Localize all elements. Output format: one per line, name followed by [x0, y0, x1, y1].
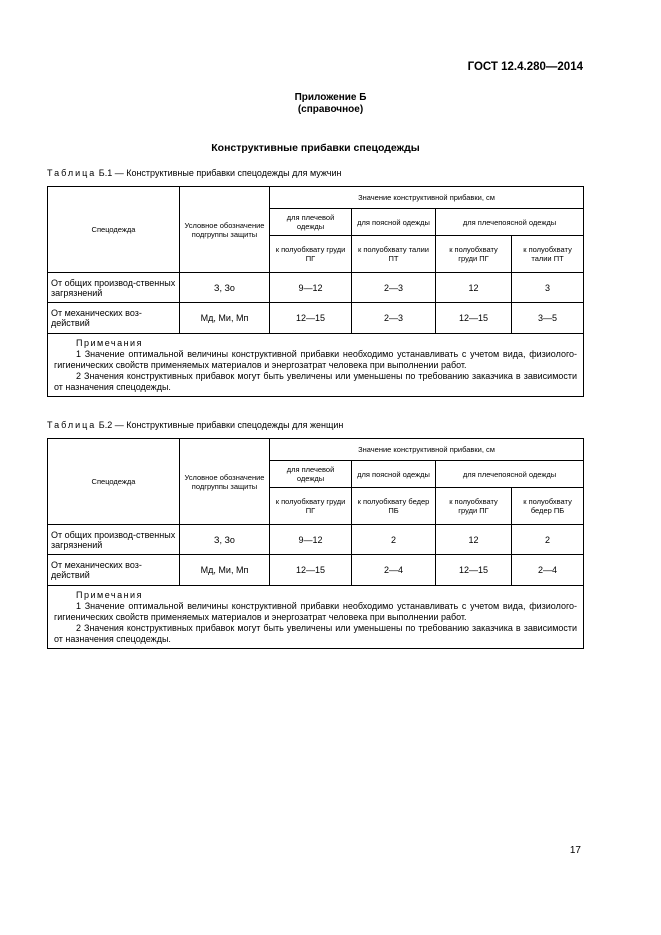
table1-note-2: 2 Значения конструктивных прибавок могут быть увеличены или уменьшены по требованию заказчика в зависимости от назначения спецодежды.	[54, 371, 578, 392]
table1-header-symbol: Условное обозначение подгруппы защиты	[180, 187, 270, 273]
table2-header-garment: Спецодежда	[48, 439, 180, 525]
table-row	[48, 303, 584, 334]
table2-header-sub-2: к полуобхвату бедер ПБ	[352, 488, 436, 525]
table1-row1-v2: 2—3	[352, 273, 436, 303]
table1-notes-heading: Примечания	[76, 338, 143, 348]
appendix-heading	[0, 92, 661, 116]
table1-caption-text: Б.1 — Конструктивные прибавки спецодежды для мужчин	[96, 168, 342, 178]
table1-header-shoulder: для плечевой одежды	[270, 209, 352, 236]
table1-row2-v4: 3—5	[512, 303, 584, 334]
page-number: 17	[569, 845, 581, 856]
table1-caption	[47, 168, 342, 178]
table2-header-shoulder-waist: для плечепоясной одежды	[436, 461, 584, 488]
table2-caption	[47, 420, 343, 430]
table2-note-1: 1 Значение оптимальной величины конструктивной прибавки необходимо устанавливать с учетом вида, физиолого-гигиенических свойств применяемых материалов и энергозатрат человека при выполнении работ.	[54, 601, 578, 622]
table1	[47, 186, 584, 397]
appendix-title: Приложение Б	[294, 92, 367, 103]
table1-row1-v1: 9—12	[270, 273, 352, 303]
table1-row2-v3: 12—15	[436, 303, 512, 334]
table1-row2-garment: От механических воз-действий	[48, 303, 180, 334]
table2-notes	[48, 586, 584, 649]
table1-notes	[48, 334, 584, 397]
table2-header-symbol: Условное обозначение подгруппы защиты	[180, 439, 270, 525]
table2-row2-v4: 2—4	[512, 555, 584, 586]
section-title: Конструктивные прибавки спецодежды	[211, 142, 420, 154]
table1-caption-prefix: Таблица	[47, 168, 97, 178]
table2-header-sub-3: к полуобхвату груди ПГ	[436, 488, 512, 525]
table1-row1-garment: От общих производ-ственных загрязнений	[48, 273, 180, 303]
table2-row1-symbol: З, Зо	[180, 525, 270, 555]
table1-row1-v4: 3	[512, 273, 584, 303]
table1-header-sub-4: к полуобхвату талии ПТ	[512, 236, 584, 273]
table1-row1-symbol: З, Зо	[180, 273, 270, 303]
table1-header-waist: для поясной одежды	[352, 209, 436, 236]
table2-row1-v3: 12	[436, 525, 512, 555]
table1-row1-v3: 12	[436, 273, 512, 303]
table1-header-value-group: Значение конструктивной прибавки, см	[270, 187, 584, 209]
table2-notes-heading: Примечания	[76, 590, 143, 600]
table2	[47, 438, 584, 649]
table2-header-row-1	[48, 439, 584, 461]
table1-header-sub-3: к полуобхвату груди ПГ	[436, 236, 512, 273]
table2-row2-v2: 2—4	[352, 555, 436, 586]
document-code: ГОСТ 12.4.280—2014	[467, 61, 583, 73]
table2-row1-v1: 9—12	[270, 525, 352, 555]
table2-row2-v1: 12—15	[270, 555, 352, 586]
table1-row2-v2: 2—3	[352, 303, 436, 334]
table1-row2-symbol: Мд, Ми, Мп	[180, 303, 270, 334]
table2-caption-prefix: Таблица	[47, 420, 97, 430]
table1-header-row-1	[48, 187, 584, 209]
table2-row1-v2: 2	[352, 525, 436, 555]
table2-note-2: 2 Значения конструктивных прибавок могут быть увеличены или уменьшены по требованию заказчика в зависимости от назначения спецодежды.	[54, 623, 578, 644]
table-row	[48, 273, 584, 303]
table2-row2-v3: 12—15	[436, 555, 512, 586]
table2-caption-text: Б.2 — Конструктивные прибавки спецодежды для женщин	[96, 420, 344, 430]
table1-notes-row	[48, 334, 584, 397]
table1-row2-v1: 12—15	[270, 303, 352, 334]
table1-note-1: 1 Значение оптимальной величины конструктивной прибавки необходимо устанавливать с учетом вида, физиолого-гигиенических свойств применяемых материалов и энергозатрат человека при выполнении работ.	[54, 349, 578, 370]
table-row	[48, 555, 584, 586]
table2-header-shoulder: для плечевой одежды	[270, 461, 352, 488]
table2-row1-garment: От общих производ-ственных загрязнений	[48, 525, 180, 555]
table2-header-waist: для поясной одежды	[352, 461, 436, 488]
table2-row1-v4: 2	[512, 525, 584, 555]
table2-header-sub-1: к полуобхвату груди ПГ	[270, 488, 352, 525]
table2-row2-symbol: Мд, Ми, Мп	[180, 555, 270, 586]
table2-row2-garment: От механических воз-действий	[48, 555, 180, 586]
table1-header-shoulder-waist: для плечепоясной одежды	[436, 209, 584, 236]
table2-notes-row	[48, 586, 584, 649]
table1-header-sub-2: к полуобхвату талии ПТ	[352, 236, 436, 273]
table-row	[48, 525, 584, 555]
table2-header-sub-4: к полуобхвату бедер ПБ	[512, 488, 584, 525]
table1-header-sub-1: к полуобхвату груди ПГ	[270, 236, 352, 273]
appendix-subtitle: (справочное)	[297, 104, 364, 115]
table2-header-value-group: Значение конструктивной прибавки, см	[270, 439, 584, 461]
table1-header-garment: Спецодежда	[48, 187, 180, 273]
